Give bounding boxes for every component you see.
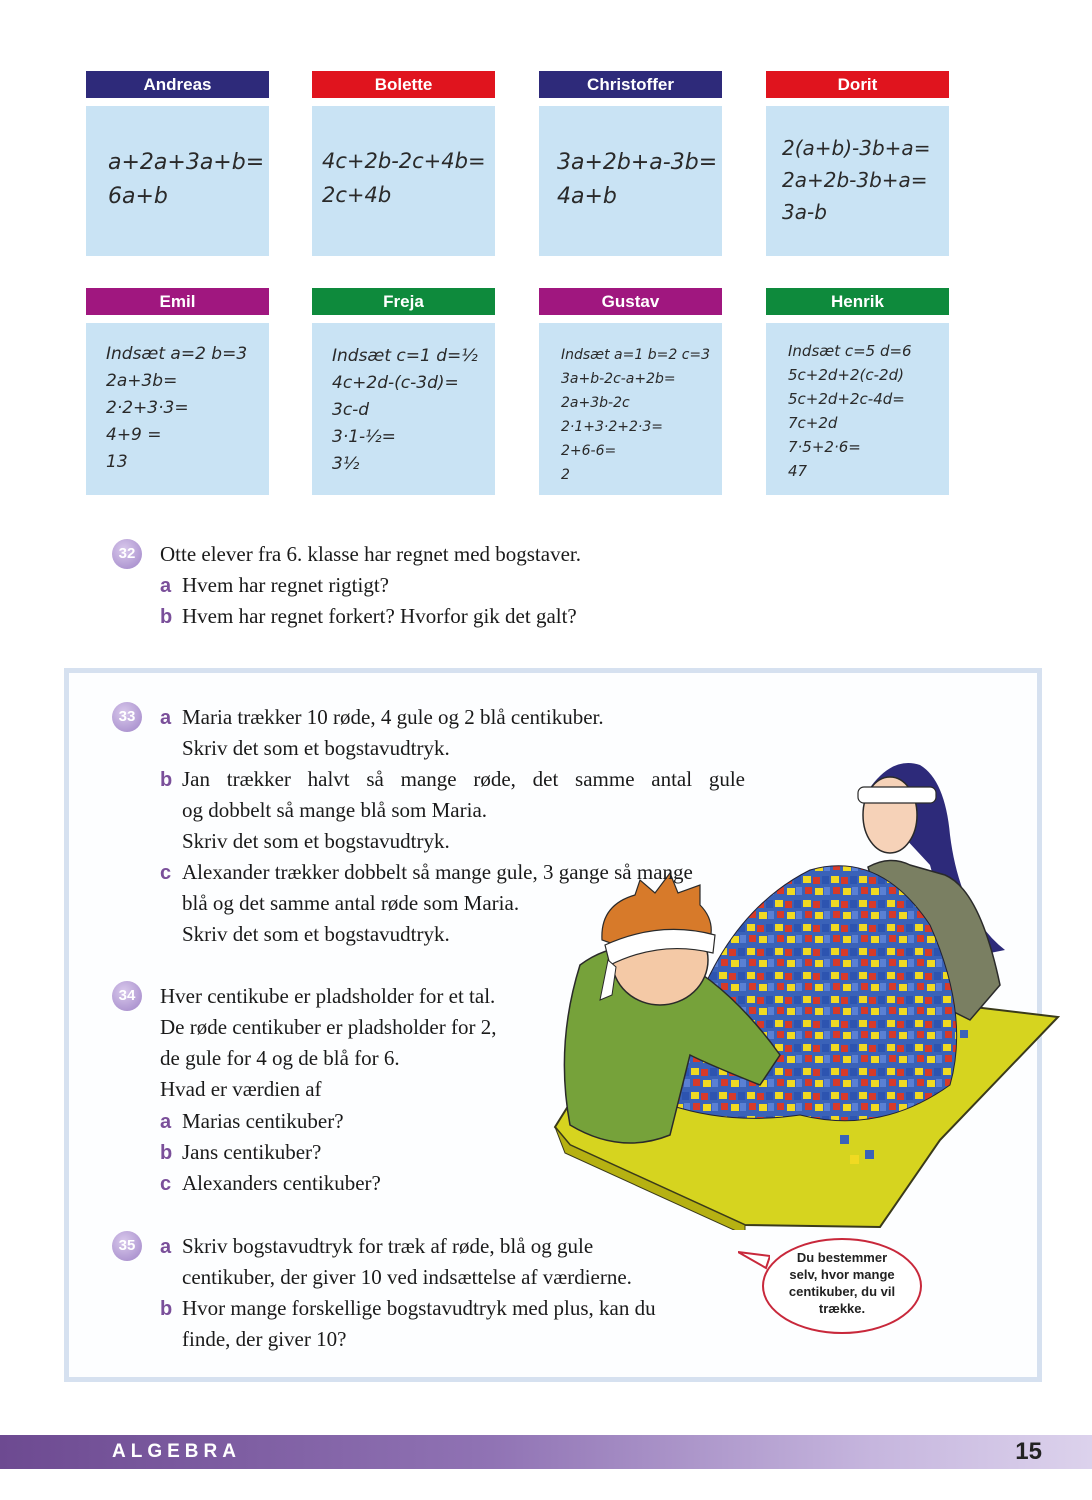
- handwriting-line: Indsæt c=1 d=½: [332, 346, 478, 366]
- handwriting-line: a+2a+3a+b=: [108, 150, 265, 175]
- item-text: Maria trækker 10 røde, 4 gule og 2 blå centikuber.: [182, 705, 604, 729]
- exercise-32-b: [160, 601, 577, 633]
- handwriting-line: 4c+2b-2c+4b=: [322, 149, 486, 173]
- card-bolette: [312, 71, 495, 256]
- exercise-34-line1: Hver centikube er pladsholder for et tal.: [160, 984, 496, 1008]
- card-body: [766, 106, 949, 256]
- handwriting-line: 2a+2b-3b+a=: [782, 168, 928, 192]
- footer-bar: [0, 1435, 1092, 1469]
- page-number: 15: [1015, 1438, 1042, 1465]
- handwriting-line: 3·1-½=: [332, 427, 396, 447]
- handwriting: [788, 339, 912, 483]
- handwriting: [332, 343, 478, 478]
- section-label: ALGEBRA: [112, 1441, 241, 1462]
- card-andreas: [86, 71, 269, 256]
- card-header: Christoffer: [539, 71, 722, 98]
- exercise-35-a-line2: centikuber, der giver 10 ved indsættelse af værdierne.: [182, 1265, 632, 1289]
- card-dorit: [766, 71, 949, 256]
- exercise-33-c-line3: Skriv det som et bogstavudtryk.: [182, 922, 450, 946]
- handwriting-line: Indsæt a=2 b=3: [106, 344, 248, 364]
- handwriting-line: 6a+b: [108, 184, 168, 209]
- exercise-34-c: [160, 1168, 381, 1200]
- bubble-line: selv, hvor mange: [789, 1267, 895, 1282]
- item-text: Alexanders centikuber?: [182, 1171, 381, 1195]
- card-body: [86, 323, 269, 495]
- handwriting-line: 3½: [332, 454, 360, 474]
- item-text: Hvor mange forskellige bogstavudtryk med plus, kan du: [182, 1296, 656, 1320]
- exercise-34-b: [160, 1137, 321, 1169]
- handwriting-line: 3c-d: [332, 400, 370, 420]
- item-label: a: [160, 707, 172, 729]
- handwriting: [782, 132, 930, 228]
- card-body: [539, 323, 722, 495]
- bubble-line: Du bestemmer: [796, 1250, 888, 1265]
- item-text: Jans centikuber?: [182, 1140, 322, 1164]
- card-emil: [86, 288, 269, 495]
- handwriting-line: 2a+3b-2c: [561, 395, 630, 411]
- card-body: [86, 106, 269, 256]
- bubble-line: centikuber, du vil: [788, 1284, 896, 1299]
- card-header: Freja: [312, 288, 495, 315]
- handwriting: [108, 146, 264, 214]
- handwriting-line: Indsæt c=5 d=6: [788, 342, 912, 360]
- exercise-32-a: [160, 570, 389, 602]
- card-header: Gustav: [539, 288, 722, 315]
- exercise-35-a-line1: [160, 1231, 593, 1263]
- bubble-line: trække.: [818, 1301, 866, 1316]
- exercise-33-a-line2: Skriv det som et bogstavudtryk.: [182, 736, 450, 760]
- item-text: Hvem har regnet rigtigt?: [182, 573, 390, 597]
- exercise-number-32: 32: [112, 539, 142, 569]
- item-label: b: [160, 1298, 173, 1320]
- exercise-number-34: 34: [112, 981, 142, 1011]
- exercise-number-33: 33: [112, 702, 142, 732]
- exercise-34-line2: De røde centikuber er pladsholder for 2,: [160, 1015, 497, 1039]
- exercise-33-c-line2: blå og det samme antal røde som Maria.: [182, 891, 520, 915]
- exercise-number-35: 35: [112, 1231, 142, 1261]
- handwriting-line: 2: [561, 467, 570, 483]
- exercise-33-b-line3: Skriv det som et bogstavudtryk.: [182, 829, 450, 853]
- handwriting: [561, 343, 710, 487]
- item-text: Marias centikuber?: [182, 1109, 344, 1133]
- handwriting-line: 3a-b: [782, 200, 827, 224]
- speech-bubble: [762, 1238, 922, 1334]
- exercise-33-b-line2: og dobbelt så mange blå som Maria.: [182, 798, 488, 822]
- handwriting-line: 3a+b-2c-a+2b=: [561, 371, 676, 387]
- item-text: Skriv bogstavudtryk for træk af røde, blå og gule: [182, 1234, 594, 1258]
- handwriting-line: 2(a+b)-3b+a=: [782, 136, 931, 160]
- item-label: b: [160, 1142, 173, 1164]
- exercise-35-b-line2: finde, der giver 10?: [182, 1327, 347, 1351]
- handwriting-line: 2·2+3·3=: [106, 398, 189, 418]
- exercise-33-c-line1: [160, 857, 693, 889]
- card-header: Dorit: [766, 71, 949, 98]
- exercise-33-b-line1: [160, 764, 745, 796]
- card-body: [312, 106, 495, 256]
- card-header: Andreas: [86, 71, 269, 98]
- handwriting-line: 3a+2b+a-3b=: [557, 150, 718, 175]
- handwriting-line: 2a+3b=: [106, 371, 178, 391]
- exercise-34-a: [160, 1106, 344, 1138]
- handwriting-line: 4c+2d-(c-3d)=: [332, 373, 459, 393]
- item-label: a: [160, 575, 172, 597]
- handwriting-line: Indsæt a=1 b=2 c=3: [561, 347, 711, 363]
- exercise-32-intro: Otte elever fra 6. klasse har regnet med bogstaver.: [160, 542, 581, 566]
- handwriting-line: 4+9 =: [106, 425, 162, 445]
- card-header: Henrik: [766, 288, 949, 315]
- item-text: Hvem har regnet forkert? Hvorfor gik det galt?: [182, 604, 577, 628]
- exercise-34-line4: Hvad er værdien af: [160, 1077, 322, 1101]
- card-freja: [312, 288, 495, 495]
- handwriting-line: 2+6-6=: [561, 443, 617, 459]
- item-label: a: [160, 1236, 172, 1258]
- card-body: [766, 323, 949, 495]
- item-label: a: [160, 1111, 172, 1133]
- handwriting-line: 5c+2d+2c-4d=: [788, 390, 905, 408]
- item-label: b: [160, 769, 173, 791]
- card-henrik: [766, 288, 949, 495]
- item-label: c: [160, 862, 172, 884]
- exercise-35-b-line1: [160, 1293, 656, 1325]
- item-label: c: [160, 1173, 172, 1195]
- card-header: Bolette: [312, 71, 495, 98]
- item-label: b: [160, 606, 173, 628]
- handwriting-line: 4a+b: [557, 184, 617, 209]
- exercise-33-a-line1: [160, 702, 604, 734]
- handwriting: [557, 146, 717, 214]
- handwriting-line: 5c+2d+2(c-2d): [788, 366, 904, 384]
- item-text: Alexander trækker dobbelt så mange gule, 3 gange så mange: [182, 860, 693, 884]
- handwriting-line: 2·1+3·2+2·3=: [561, 419, 663, 435]
- item-text: Jan trækker halvt så mange røde, det samme antal gule: [182, 767, 745, 791]
- handwriting: [106, 341, 247, 476]
- card-gustav: [539, 288, 722, 495]
- handwriting-line: 47: [788, 462, 808, 480]
- handwriting-line: 13: [106, 452, 128, 472]
- handwriting-line: 7c+2d: [788, 414, 838, 432]
- card-body: [539, 106, 722, 256]
- handwriting-line: 7·5+2·6=: [788, 438, 861, 456]
- centicube-illustration: [550, 755, 1060, 1230]
- handwriting: [322, 144, 486, 212]
- exercise-34-line3: de gule for 4 og de blå for 6.: [160, 1046, 400, 1070]
- card-header: Emil: [86, 288, 269, 315]
- card-body: [312, 323, 495, 495]
- card-christoffer: [539, 71, 722, 256]
- handwriting-line: 2c+4b: [322, 183, 392, 207]
